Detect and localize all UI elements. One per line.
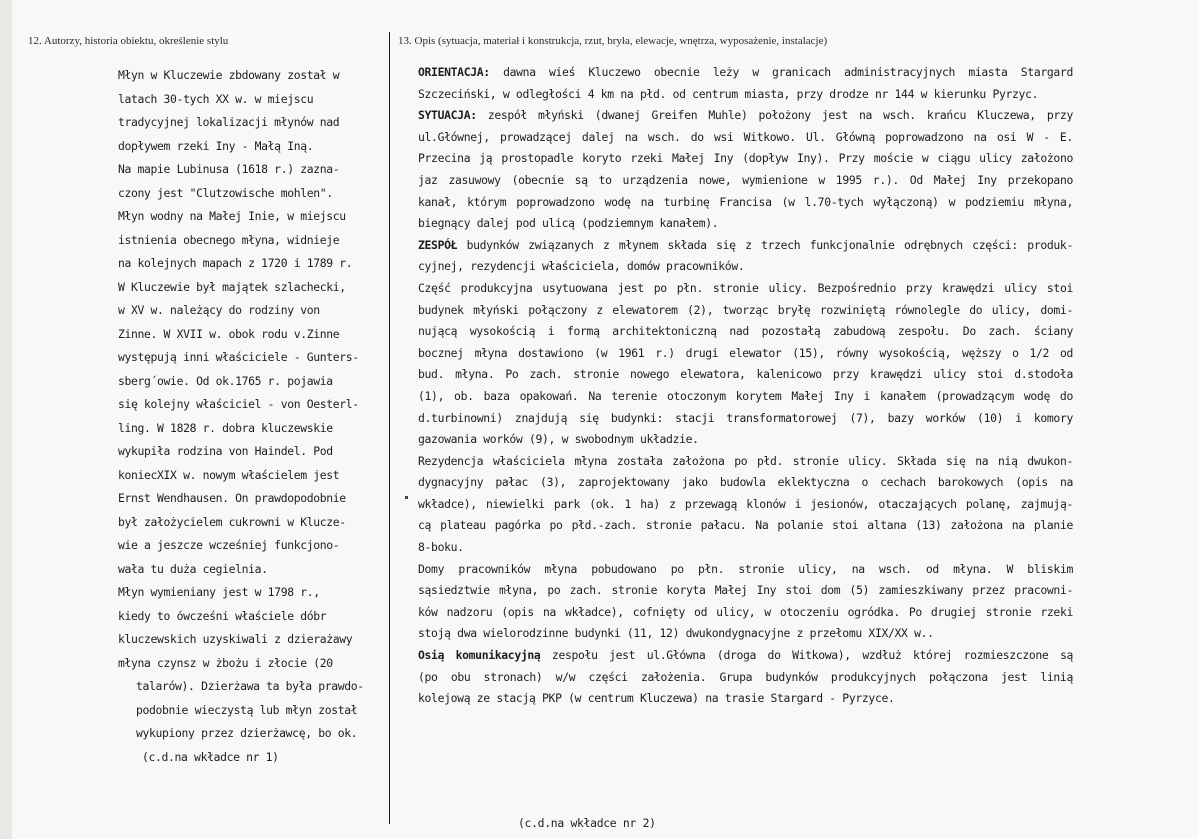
history-text-line: kluczewskich uzyskiwali z dzierażawy [118,632,353,646]
history-text-line: wykupiony przez dzierżawcę, bo ok. [136,726,358,740]
section-label: SYTUACJA: [418,108,477,123]
line-text: cyjnej, rezydencji właściciela, domów pracowników. [418,259,745,274]
history-text-line: czony jest "Clutzowische mohlen". [118,185,333,200]
line-text: budynków związanych z młynem składa się z trzech funkcjonalnie odrębnych części: produk- [457,237,1073,252]
history-text-line: w XV w. należący do rodziny von [118,303,320,317]
description-text-line [418,213,1073,235]
description-text-line [418,105,1073,127]
line-text: biegnący dalej pod ulicą (podziemnym kanałem). [418,216,719,231]
line-text: budynek młyński połączony z elewatorem (2), tworząc bryłę rozwiniętą równolegle do ulicy, domi- [418,302,1073,317]
history-text-line: Młyn wodny na Małej Inie, w miejscu [118,209,346,223]
history-text-line: ling. W 1828 r. dobra kluczewskie [118,420,333,435]
history-text-line: Młyn w Kluczewie zbdowany został w [118,68,340,82]
line-text: dawna wieś Kluczewo obecnie leży w granicach administracyjnych miasta Stargard [489,65,1073,79]
section-12-heading: 12. Autorzy, historia obiektu, określenie stylu [28,35,229,47]
description-text-line [418,62,1073,84]
description-text-line [418,537,1073,559]
column-divider [389,32,390,824]
description-text-line [418,170,1073,192]
history-text-line: występują inni właściciele - Gunters- [118,350,359,364]
description-text-line [418,408,1073,430]
history-text-line: Zinne. W XVII w. obok rodu v.Zinne [118,326,340,341]
line-text: kanał, którym poprowadzono wodę na turbinę Francisa (w l.70-tych wyłączoną) w podziemiu młyna, [418,194,1073,209]
description-text-line [418,559,1073,581]
description-text-line [418,364,1073,386]
history-text-line: sberg´owie. Od ok.1765 r. pojawia [118,373,333,388]
history-text-line: talarów). Dzierżawa ta była prawdo- [136,679,364,693]
history-text-line: wie a jeszcze wcześniej funkcjono- [118,538,340,552]
description-text-line [418,688,1073,710]
history-text-line: latach 30-tych XX w. w miejscu [118,91,314,106]
line-text: bud. młyna. Po zach. stronie nowego elewatora, kalenicowo przy krawędzi ulicy stoi d.stodoła [418,367,1073,382]
section-label: Osią komunikacyjną [418,648,541,663]
description-text-line [418,300,1073,322]
description-text-line [418,451,1073,473]
description-text-line [418,321,1073,343]
history-text-line: kiedy to ówcześni właściele dóbr [118,608,327,623]
history-text-line: koniecXIX w. nowym właścielem jest [118,467,340,482]
section-label: ORIENTACJA: [418,65,490,79]
line-text: (1), ob. baza opakowań. Na terenie otoczonym korytem Małej Iny i kanałem (prowadzącym wodę do [418,388,1073,403]
description-text-line [418,192,1073,214]
description-text-line [418,148,1073,170]
line-text: wkładce), niewielki park (ok. 1 ha) z przewagą klonów i jesionów, otaczających polanę, zajmują- [418,496,1073,511]
history-text-line: Ernst Wendhausen. On prawdopodobnie [118,491,346,505]
history-text-line: się kolejny właściciel - von Oesterl- [118,397,359,411]
history-text-column [118,64,386,769]
line-text: kolejową ze stacją PKP (w centrum Kluczewa) na trasie Stargard - Pyrzyce. [418,691,895,706]
description-text-line [418,494,1073,516]
history-text-line: Na mapie Lubinusa (1618 r.) zazna- [118,162,340,176]
description-text-line [418,623,1073,645]
line-text: dygnacyjny pałac (3), zaprojektowany jako budowla eklektyczna o cechach barokowych (opis na [418,475,1073,490]
description-text-line [418,429,1073,451]
section-13-heading: 13. Opis (sytuacja, materiał i konstrukcja, rzut, bryła, elewacje, wnętrza, wyposażenie, instalacje) [398,35,828,47]
history-text-line: był założycielem cukrowni w Klucze- [118,514,346,529]
line-text: zespół młyński (dwanej Greifen Muhle) położony jest na wsch. krańcu Kluczewa, przy [476,108,1073,123]
scan-speck [405,496,408,499]
line-text: Przecina ją prostopadle koryto rzeki Małej Iny (dopływ Iny). Przy moście w ciągu ulicy założono [418,151,1073,166]
history-text-line: tradycyjnej lokalizacji młynów nad [118,115,340,129]
description-text-line [418,602,1073,624]
line-text: bocznej młyna dostawiono (w 1961 r.) drugi elewator (15), równy wysokością, węższy o 1/2 od [418,345,1073,360]
description-text-line [418,667,1073,689]
description-text-line [418,515,1073,537]
line-text: cą plateau pagórka po płd.-zach. stronie pałacu. Na polanie stoi altana (13) założona na planie [418,518,1073,533]
description-text-line [418,386,1073,408]
line-text: nującą wysokością i formą architektoniczną nad pozostałą zabudową zespołu. Do zach. ściany [418,324,1073,339]
description-text-line [418,127,1073,149]
page-left-edge [0,0,12,839]
line-text: stoją dwa wielorodzinne budynki (11, 12) dwukondygnacyjne z przełomu XIX/XX w.. [418,626,934,641]
history-text-line: wała tu duża cegielnia. [118,561,268,576]
line-text: 8-boku. [418,540,464,555]
description-text-line [418,472,1073,494]
description-text-line [418,235,1073,257]
line-text: sąsiedztwie młyna, po zach. stronie koryta Małej Iny stoi dom (5) zamieszkiwany przez pracowni- [418,583,1073,598]
description-text-column [418,62,1073,710]
line-text: zespołu jest ul.Główna (droga do Witkowa), wzdłuż której rozmieszczone są [540,648,1073,663]
description-text-line [418,278,1073,300]
history-text-line: (c.d.na wkładce nr 1) [142,749,279,764]
history-text-line: młyna czynsz w żbożu i złocie (20 [118,655,333,670]
line-text: jaz zasuwowy (obecnie są to urządzenia nowe, wymienione w 1995 r.). Od Małej Iny przekopano [418,172,1073,187]
description-text-line [418,343,1073,365]
description-text-line [418,84,1073,106]
history-text-line: podobnie wieczystą lub młyn został [136,702,358,717]
line-text: d.turbinowni) znajdują się budynki: stacji transformatorowej (7), bazy worków (10) i komory [418,410,1073,425]
description-text-line [418,256,1073,278]
history-text-line: dopływem rzeki Iny - Małą Iną. [118,138,314,153]
history-text-line: W Kluczewie był majątek szlachecki, [118,279,346,294]
history-text-line: Młyn wymieniany jest w 1798 r., [118,585,320,599]
history-text-line: wykupiła rodzina von Haindel. Pod [118,444,333,458]
line-text: (po obu stronach) w/w części założenia. Grupa budynków produkcyjnych połączona jest linią [418,669,1073,684]
history-text-line: na kolejnych mapach z 1720 i 1789 r. [118,256,353,270]
line-text: gazowania worków (9), w swobodnym układzie. [418,432,699,447]
section-label: ZESPÓŁ [418,237,458,252]
continuation-note-2: (c.d.na wkładce nr 2) [518,816,656,830]
line-text: Szczeciński, w odległości 4 km na płd. od centrum miasta, przy drodze nr 144 w kierunku Pyrzyc. [418,86,1039,101]
history-text-line: istnienia obecnego młyna, widnieje [118,232,340,247]
line-text: ków nadzoru (opis na wkładce), cofnięty od ulicy, w otoczeniu ogródka. Po drugiej stronie rzeki [418,604,1073,619]
line-text: Domy pracowników młyna pobudowano po płn. stronie ulicy, na wsch. od młyna. W bliskim [418,561,1073,576]
line-text: ul.Głównej, prowadzącej dalej na wsch. do wsi Witkowo. Ul. Główną poprowadzono na osi W - E. [418,129,1073,144]
description-text-line [418,645,1073,667]
line-text: Część produkcyjna usytuowana jest po płn. stronie ulicy. Bezpośrednio przy krawędzi ulicy stoi [418,280,1073,295]
description-text-line [418,580,1073,602]
line-text: Rezydencja właściciela młyna została założona po płd. stronie ulicy. Składa się na nią dwukon- [418,453,1073,468]
